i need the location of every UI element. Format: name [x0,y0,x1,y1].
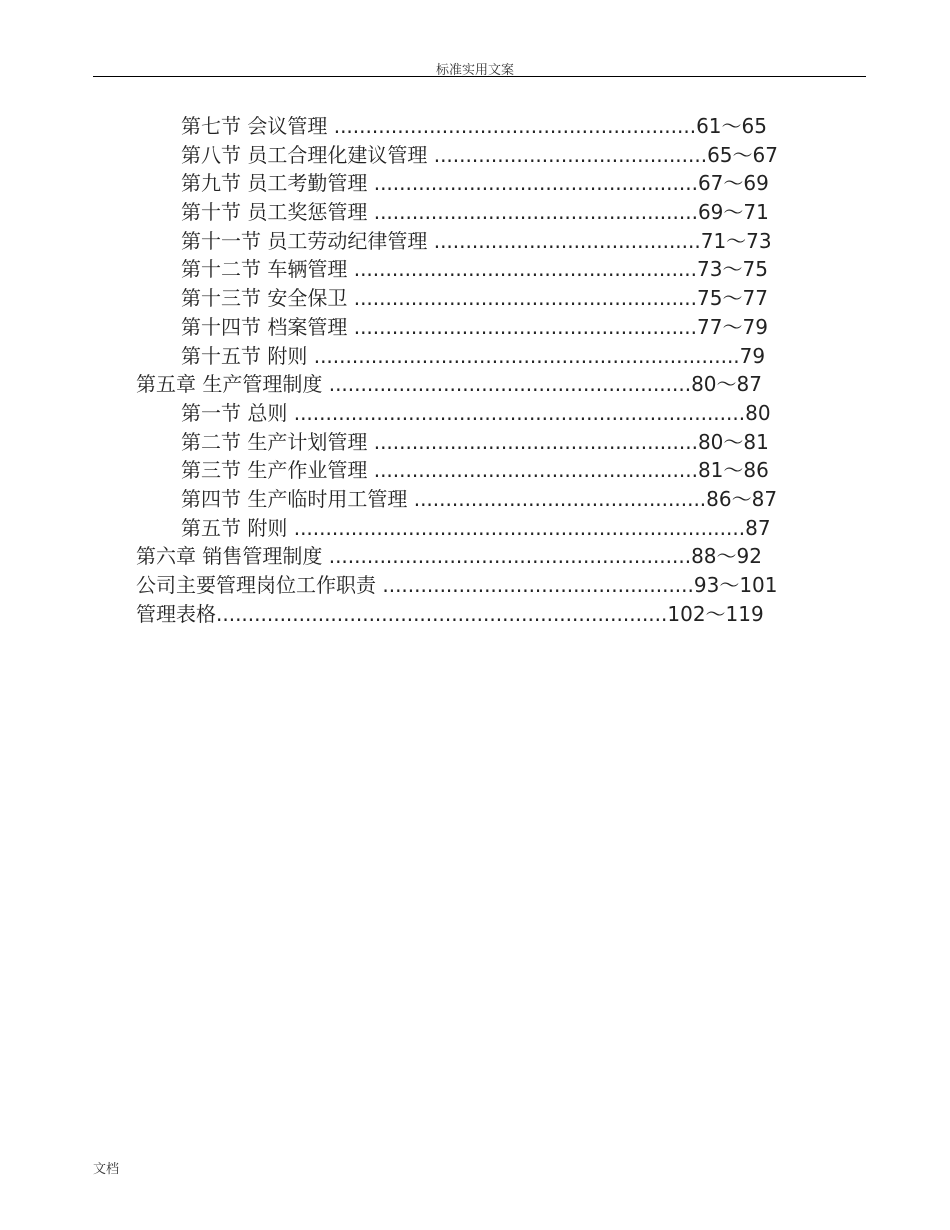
toc-entry[interactable] [0,141,950,170]
toc-entry-text: 第二节 生产计划管理 ...................................................80～81 [181,429,769,454]
toc-entry-text: 第十节 员工奖惩管理 ...................................................69～71 [181,200,769,225]
header-rule [93,76,866,77]
toc-entry-text: 第十五节 附则 ...................................................................79 [181,343,766,368]
toc-entry-text: 第一节 总则 .......................................................................80 [181,400,771,425]
toc-entry[interactable] [0,198,950,227]
toc-entry-text: 第六章 销售管理制度 .........................................................88～92 [136,544,762,569]
toc-entry-text: 第三节 生产作业管理 ...................................................81～86 [181,458,769,483]
toc-entry[interactable] [0,514,950,543]
toc-entry[interactable] [0,169,950,198]
toc-entry[interactable] [0,399,950,428]
toc-entry[interactable] [0,456,950,485]
toc-chapter-entry[interactable] [0,542,950,571]
toc-entry[interactable] [0,428,950,457]
toc-entry[interactable] [0,112,950,141]
table-of-contents [0,112,950,628]
toc-entry-text: 第五节 附则 .......................................................................87 [181,515,771,540]
toc-entry-text: 公司主要管理岗位工作职责 .................................................93～101 [136,573,778,597]
toc-chapter-entry[interactable] [0,600,950,629]
toc-entry[interactable] [0,485,950,514]
page-footer-text: 文档 [93,1162,120,1177]
toc-chapter-entry[interactable] [0,571,950,600]
toc-entry[interactable] [0,227,950,256]
toc-entry-text: 第七节 会议管理 .........................................................61～65 [181,114,767,138]
toc-entry-text: 第四节 生产临时用工管理 ..............................................86～87 [181,486,778,511]
toc-entry[interactable] [0,342,950,371]
toc-entry-text: 第八节 员工合理化建议管理 ...........................................65～67 [181,142,778,167]
toc-entry-text: 第十四节 档案管理 ......................................................77～79 [181,314,768,339]
toc-entry[interactable] [0,255,950,284]
toc-entry-text: 管理表格.......................................................................102～119 [136,601,764,626]
toc-entry[interactable] [0,313,950,342]
toc-entry[interactable] [0,284,950,313]
page-header-title: 标准实用文案 [435,63,514,78]
toc-entry-text: 第十三节 安全保卫 ......................................................75～77 [181,286,768,311]
toc-entry-text: 第十二节 车辆管理 ......................................................73～75 [181,257,768,282]
toc-chapter-entry[interactable] [0,370,950,399]
toc-entry-text: 第十一节 员工劳动纪律管理 ..........................................71～73 [181,228,772,253]
toc-entry-text: 第九节 员工考勤管理 ...................................................67～69 [181,171,769,196]
toc-entry-text: 第五章 生产管理制度 .........................................................80～87 [136,372,762,397]
